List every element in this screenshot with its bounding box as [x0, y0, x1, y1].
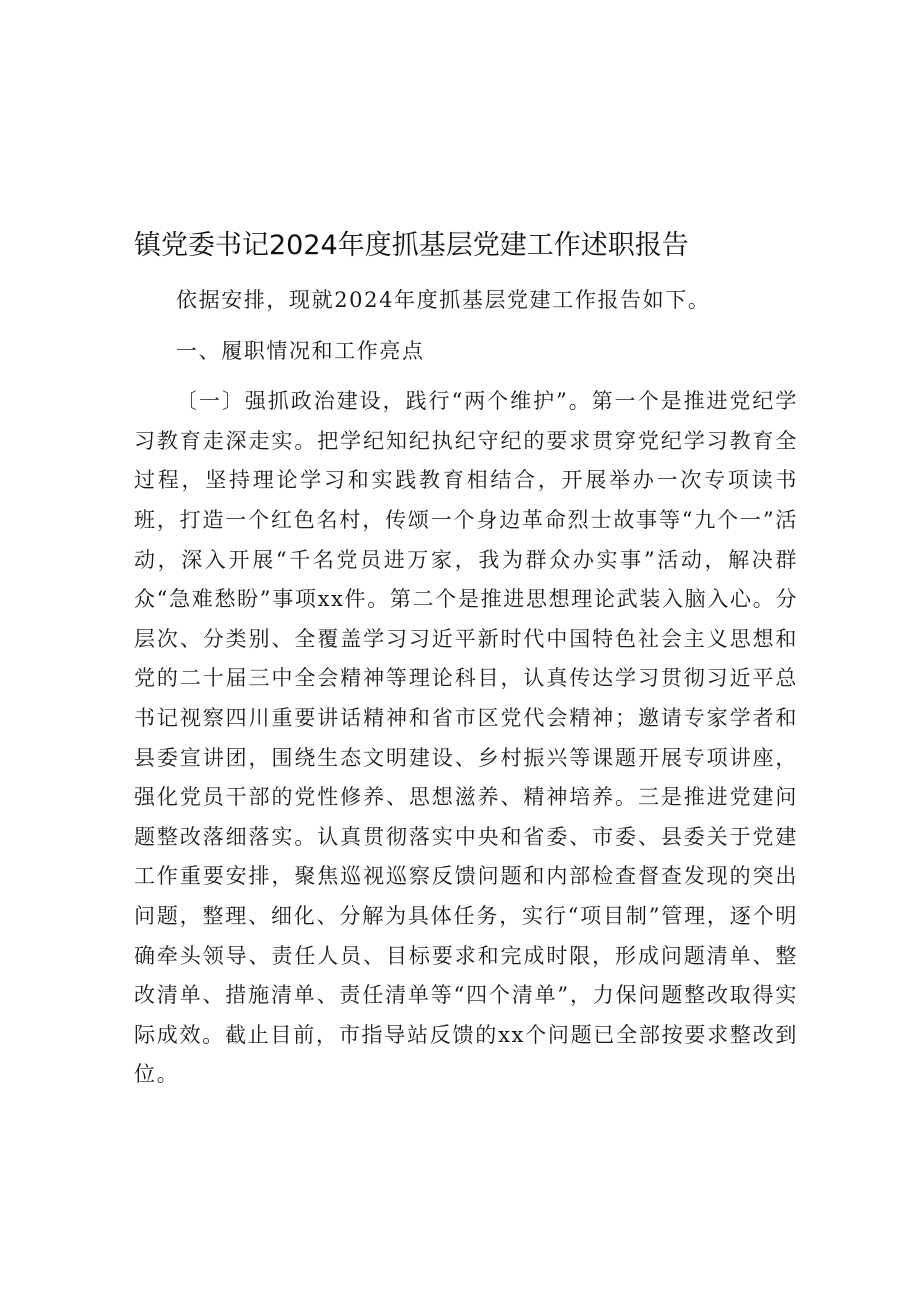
document-title: 镇党委书记2024年度抓基层党建工作述职报告	[134, 230, 689, 261]
section-heading: 一、履职情况和工作亮点	[176, 338, 425, 363]
intro-paragraph: 依据安排，现就2024年度抓基层党建工作报告如下。	[176, 288, 711, 312]
body-paragraph: 〔一〕强抓政治建设，践行“两个维护”。第一个是推进党纪学习教育走深走实。把学纪知纪执纪守纪的要求贯穿党纪学习教育全过程，坚持理论学习和实践教育相结合，开展举办一次专项读书班，打造一个红色名村，传颂一个身边革命烈士故事等“九个一”活动，深入开展“千名党员进万家，我为群众办实事”活动，解决群众“急难愁盼”事项xx件。第二个是推进思想理论武装入脑入心。分层次、分类别、全覆盖学习习近平新时代中国特色社会主义思想和党的二十届三中全会精神等理论科目，认真传达学习贯彻习近平总书记视察四川重要讲话精神和省市区党代会精神；邀请专家学者和县委宣讲团，围绕生态文明建设、乡村振兴等课题开展专项讲座，强化党员干部的党性修养、思想滋养、精神培养。三是推进党建问题整改落细落实。认真贯彻落实中央和省委、市委、县委关于党建工作重要安排，聚焦巡视巡察反馈问题和内部检查督查发现的突出问题，整理、细化、分解为具体任务，实行“项目制”管理，逐个明确牵头领导、责任人员、目标要求和完成时限，形成问题清单、整改清单、措施清单、责任清单等“四个清单”，力保问题整改取得实际成效。截止目前，市指导站反馈的xx个问题已全部按要求整改到位。	[134, 389, 799, 1087]
document-body	[134, 281, 798, 1095]
